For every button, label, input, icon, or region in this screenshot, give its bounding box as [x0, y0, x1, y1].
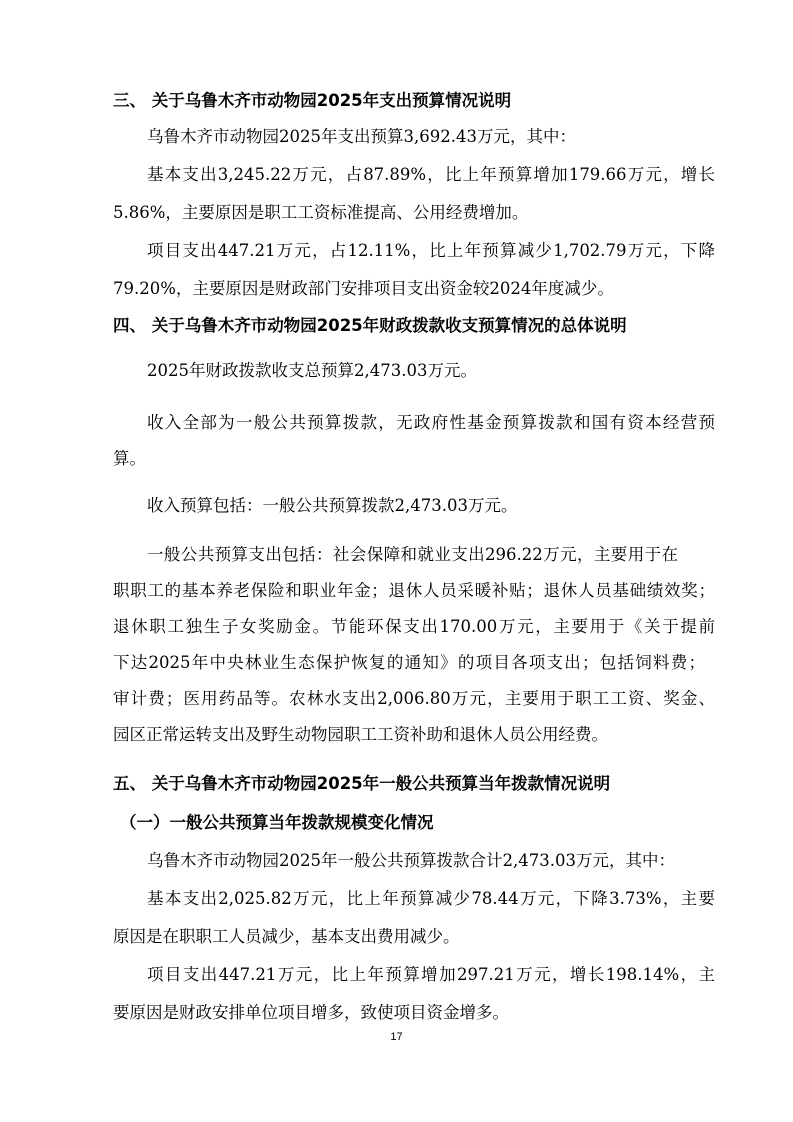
page-number: 17	[390, 1031, 403, 1043]
section-4-paragraph-1: 2025年财政拨款收支总预算2,473.03万元。	[147, 361, 477, 380]
section-4-paragraph-2-line-2: 算。	[113, 449, 146, 468]
section-5-paragraph-3-line-2: 要原因是财政安排单位项目增多，致使项目资金增多。	[113, 1003, 509, 1022]
section-3-paragraph-3-line-1: 项目支出447.21万元，占12.11%，比上年预算减少1,702.79万元，下降	[147, 241, 715, 260]
section-4-paragraph-4-line-3: 退休职工独生子女奖励金。节能环保支出170.00万元，主要用于《关于提前	[113, 617, 715, 636]
section-3-paragraph-1: 乌鲁木齐市动物园2025年支出预算3,692.43万元，其中：	[147, 127, 576, 146]
section-3-heading: 三、 关于乌鲁木齐市动物园2025年支出预算情况说明	[113, 91, 512, 110]
section-4-paragraph-4-line-6: 园区正常运转支出及野生动物园职工工资补助和退休人员公用经费。	[113, 725, 608, 744]
section-4-paragraph-4-line-1: 一般公共预算支出包括：社会保障和就业支出296.22万元，主要用于在	[147, 545, 678, 564]
section-4-paragraph-2-line-1: 收入全部为一般公共预算拨款，无政府性基金预算拨款和国有资本经营预	[147, 413, 715, 432]
section-5-paragraph-1: 乌鲁木齐市动物园2025年一般公共预算拨款合计2,473.03万元，其中：	[147, 851, 675, 870]
section-4-paragraph-4-line-4: 下达2025年中央林业生态保护恢复的通知》的项目各项支出；包括饲料费；	[113, 653, 705, 672]
section-4-paragraph-3: 收入预算包括：一般公共预算拨款2,473.03万元。	[147, 496, 518, 515]
section-4-paragraph-4-line-2: 职职工的基本养老保险和职业年金；退休人员采暖补贴；退休人员基础绩效奖；	[113, 581, 715, 600]
section-5-subheading-1: （一）一般公共预算当年拨款规模变化情况	[120, 813, 434, 832]
section-5-paragraph-2-line-2: 原因是在职职工人员减少，基本支出费用减少。	[113, 927, 460, 946]
section-4-paragraph-4-line-5: 审计费；医用药品等。农林水支出2,006.80万元，主要用于职工工资、奖金、	[113, 689, 715, 708]
section-5-heading: 五、 关于乌鲁木齐市动物园2025年一般公共预算当年拨款情况说明	[113, 774, 611, 793]
section-3-paragraph-2-line-2: 5.86%，主要原因是职工工资标准提高、公用经费增加。	[113, 203, 529, 222]
section-3-paragraph-3-line-2: 79.20%，主要原因是财政部门安排项目支出资金较2024年度减少。	[113, 279, 614, 298]
section-5-paragraph-3-line-1: 项目支出447.21万元，比上年预算增加297.21万元，增长198.14%，主	[147, 965, 715, 984]
section-3-paragraph-2-line-1: 基本支出3,245.22万元，占87.89%，比上年预算增加179.66万元，增长	[147, 165, 715, 184]
section-4-heading: 四、 关于乌鲁木齐市动物园2025年财政拨款收支预算情况的总体说明	[113, 316, 627, 335]
section-5-paragraph-2-line-1: 基本支出2,025.82万元，比上年预算减少78.44万元，下降3.73%，主要	[147, 889, 715, 908]
